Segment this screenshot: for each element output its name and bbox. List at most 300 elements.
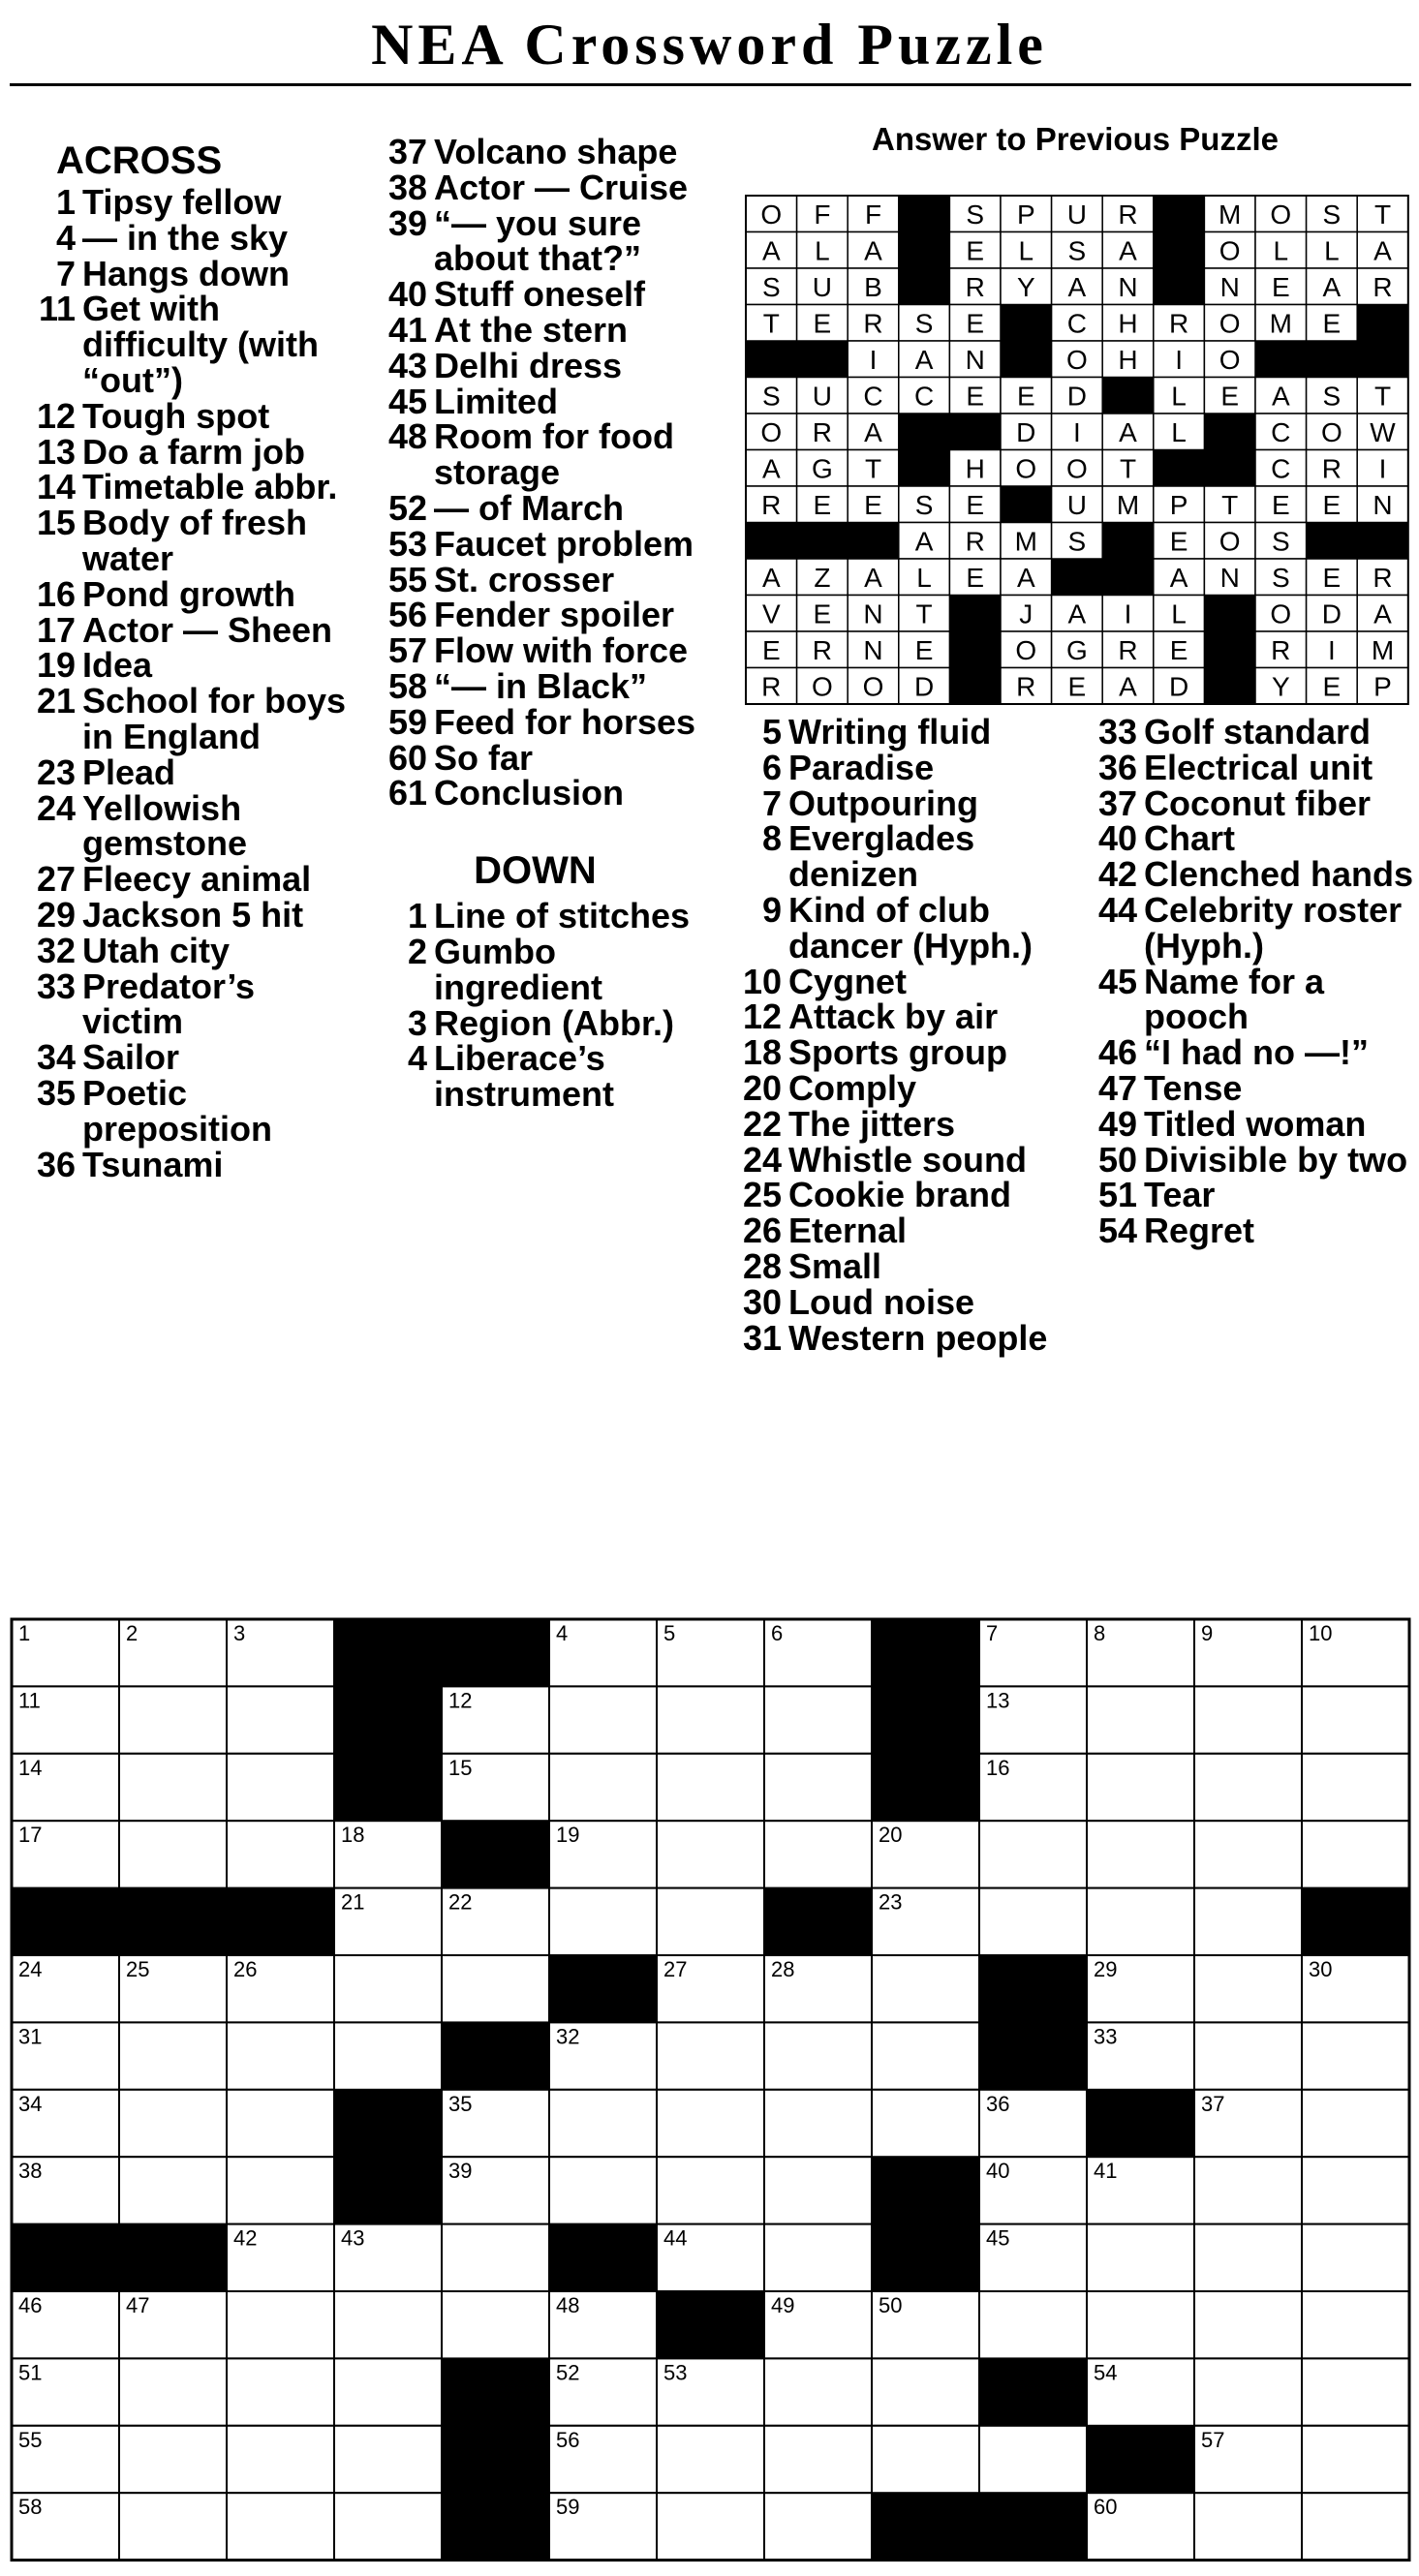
answer-letter: N <box>1219 271 1240 302</box>
clue-text: Tear <box>1144 1175 1216 1215</box>
puzzle-cell-number: 35 <box>448 2091 473 2116</box>
puzzle-cell <box>1194 2224 1302 2291</box>
clue-text: School for boys in England <box>82 681 347 756</box>
puzzle-black-cell <box>872 2157 980 2224</box>
puzzle-black-cell <box>442 2358 550 2426</box>
clue-text: “— in Black” <box>434 665 648 706</box>
puzzle-cell <box>227 2090 334 2157</box>
puzzle-cell <box>1302 2291 1409 2358</box>
clue-text: At the stern <box>434 309 629 350</box>
clue-number: 23 <box>36 751 76 792</box>
puzzle-cell <box>1087 1754 1194 1821</box>
answer-letter: R <box>1321 453 1342 484</box>
answer-letter: B <box>864 271 882 302</box>
puzzle-cell <box>1194 1686 1302 1753</box>
clue-text: Sports group <box>788 1032 1007 1073</box>
puzzle-cell <box>657 1754 764 1821</box>
clue-number: 9 <box>761 889 782 930</box>
clue-text: “I had no —!” <box>1144 1032 1369 1073</box>
puzzle-cell <box>872 2358 979 2425</box>
puzzle-cell <box>1087 2291 1194 2358</box>
answer-letter: M <box>1116 489 1140 520</box>
puzzle-cell-number: 43 <box>341 2225 365 2251</box>
clue-number: 59 <box>387 701 427 742</box>
answer-letter: E <box>1322 308 1342 339</box>
puzzle-cell-number: 46 <box>18 2293 43 2317</box>
answer-letter: N <box>863 634 883 665</box>
clue-text: Timetable abbr. <box>82 467 338 507</box>
puzzle-cell <box>1302 1821 1409 1887</box>
clue-text: Hangs down <box>82 253 290 293</box>
puzzle-cell <box>657 2426 764 2493</box>
puzzle-cell <box>1194 2157 1302 2223</box>
puzzle-cell <box>334 1955 442 2022</box>
clue-number: 32 <box>36 930 76 970</box>
answer-letter: E <box>813 308 832 339</box>
clue-text: Sailor <box>82 1037 180 1078</box>
down-heading: DOWN <box>474 849 597 893</box>
answer-letter: A <box>914 526 934 557</box>
answer-letter: R <box>761 671 782 702</box>
answer-letter: R <box>1271 634 1291 665</box>
clue-number: 21 <box>36 681 76 721</box>
clue-text: Comply <box>788 1067 917 1108</box>
puzzle-black-cell <box>334 2157 443 2224</box>
puzzle-black-cell <box>549 1955 658 2023</box>
answer-letter: G <box>812 453 833 484</box>
clue-text: Volcano shape <box>434 132 678 171</box>
answer-letter: O <box>1321 416 1342 447</box>
answer-letter: Y <box>1016 271 1035 302</box>
clue-text: Titled woman <box>1144 1103 1367 1144</box>
puzzle-cell-number: 48 <box>556 2293 580 2317</box>
puzzle-cell-number: 25 <box>126 1957 150 1981</box>
answer-letter: L <box>1018 235 1034 266</box>
answer-letter: C <box>1066 308 1088 339</box>
answer-letter: I <box>1328 634 1336 665</box>
answer-letter: A <box>1169 562 1188 593</box>
clue-number: 4 <box>55 217 76 258</box>
clue-number: 52 <box>387 487 427 528</box>
clue-text: Actor — Sheen <box>82 609 333 650</box>
puzzle-black-cell <box>657 2291 765 2359</box>
clue-text: Yellowish gemstone <box>82 787 248 864</box>
answer-black-cell <box>1204 596 1255 632</box>
puzzle-cell-number: 53 <box>663 2360 688 2385</box>
answer-letter: R <box>863 308 883 339</box>
answer-letter: S <box>914 308 934 339</box>
clue-number: 20 <box>742 1067 782 1108</box>
answer-letter: R <box>1016 671 1036 702</box>
answer-black-cell <box>1102 378 1154 414</box>
answer-letter: C <box>863 381 883 412</box>
puzzle-cell-number: 14 <box>18 1755 43 1780</box>
puzzle-cell-number: 57 <box>1201 2427 1225 2452</box>
clue-text: Eternal <box>788 1211 908 1251</box>
puzzle-cell <box>119 1821 227 1887</box>
clue-number: 4 <box>407 1038 427 1079</box>
clue-text: Poetic preposition <box>82 1072 272 1149</box>
answer-letter: A <box>761 235 781 266</box>
answer-letter: R <box>965 526 985 557</box>
answer-letter: O <box>760 416 783 447</box>
clue-text: Limited <box>434 381 559 421</box>
answer-letter: E <box>813 489 832 520</box>
puzzle-cell <box>764 2157 872 2223</box>
puzzle-cell-number: 28 <box>771 1957 795 1981</box>
clue-number: 2 <box>407 931 427 971</box>
clue-text: Flow with force <box>434 630 689 671</box>
puzzle-cell <box>227 2022 334 2089</box>
answer-letter: R <box>761 489 782 520</box>
puzzle-cell <box>119 1754 227 1821</box>
answer-letter: T <box>1119 453 1137 484</box>
answer-grid-cells <box>746 196 1408 705</box>
answer-letter: L <box>1273 235 1289 266</box>
clue-number: 7 <box>55 253 76 293</box>
answer-title: Answer to Previous Puzzle <box>872 121 1279 157</box>
puzzle-cell <box>1087 2224 1194 2291</box>
answer-letter: U <box>1066 199 1088 230</box>
clue-number: 30 <box>742 1281 782 1322</box>
puzzle-cell-number: 16 <box>986 1755 1010 1780</box>
clue-text: St. crosser <box>434 559 615 599</box>
answer-black-cell <box>1001 305 1052 342</box>
answer-letter: O <box>1218 344 1241 375</box>
answer-letter: R <box>812 634 833 665</box>
answer-letter: E <box>1169 526 1188 557</box>
answer-letter: O <box>1270 199 1292 230</box>
answer-letter: D <box>1168 671 1189 702</box>
answer-letter: E <box>1271 271 1290 302</box>
answer-letter: D <box>1321 598 1342 629</box>
puzzle-cell <box>334 2493 442 2560</box>
answer-letter: U <box>1066 489 1088 520</box>
clue-text: The jitters <box>788 1103 956 1144</box>
clue-text: Fleecy animal <box>82 859 312 900</box>
puzzle-cell-number: 9 <box>1201 1621 1214 1645</box>
puzzle-cell <box>872 2022 979 2089</box>
puzzle-cell-number: 26 <box>233 1957 258 1981</box>
clue-text: Attack by air <box>788 997 999 1037</box>
puzzle-cell-number: 36 <box>986 2091 1010 2116</box>
clue-number: 44 <box>1097 889 1137 930</box>
clue-text: Western people <box>788 1317 1048 1358</box>
answer-letter: E <box>966 489 985 520</box>
answer-letter: A <box>864 562 882 593</box>
puzzle-cell <box>334 2426 442 2493</box>
puzzle-black-cell <box>442 1821 550 1888</box>
answer-black-cell <box>1255 341 1307 378</box>
answer-letter: T <box>1373 199 1392 230</box>
puzzle-cell <box>1302 2493 1409 2560</box>
answer-letter: L <box>916 562 932 593</box>
answer-black-cell <box>1001 486 1052 523</box>
answer-letter: C <box>913 381 935 412</box>
answer-black-cell <box>949 414 1001 450</box>
answer-letter: R <box>965 271 985 302</box>
answer-letter: E <box>1322 489 1342 520</box>
puzzle-cell <box>1302 2157 1409 2223</box>
clue-text: Jackson 5 hit <box>82 894 304 935</box>
puzzle-cell-number: 52 <box>556 2360 580 2385</box>
answer-letter: E <box>966 308 985 339</box>
puzzle-cell <box>764 2426 872 2493</box>
puzzle-cell <box>1194 2022 1302 2089</box>
puzzle-cell <box>119 2493 227 2560</box>
puzzle-cell <box>979 2291 1087 2358</box>
clue-text: Tough spot <box>82 395 270 436</box>
clue-text: Small <box>788 1245 882 1286</box>
clue-number: 48 <box>387 416 427 457</box>
answer-letter: F <box>814 199 831 230</box>
answer-letter: A <box>761 453 781 484</box>
clue-number: 37 <box>1097 782 1137 823</box>
puzzle-cell <box>227 2157 334 2223</box>
puzzle-cell <box>549 1888 657 1955</box>
puzzle-black-cell <box>442 2426 550 2494</box>
answer-black-cell <box>899 196 950 232</box>
answer-letter: I <box>1073 416 1081 447</box>
puzzle-black-cell <box>979 2022 1088 2090</box>
answer-letter: O <box>812 671 833 702</box>
puzzle-cell-number: 18 <box>341 1823 365 1848</box>
puzzle-black-cell <box>549 2224 658 2292</box>
puzzle-cell <box>1194 2358 1302 2425</box>
clue-number: 40 <box>1097 818 1137 859</box>
puzzle-black-cell <box>334 1619 443 1687</box>
clue-text: Body of fresh water <box>82 503 308 578</box>
puzzle-cell <box>227 2291 334 2358</box>
answer-letter: O <box>862 671 884 702</box>
answer-letter: R <box>1373 271 1393 302</box>
puzzle-cell-number: 41 <box>1094 2159 1118 2184</box>
puzzle-black-cell <box>12 2224 120 2292</box>
clue-number: 31 <box>742 1317 782 1358</box>
puzzle-cell-number: 11 <box>18 1688 41 1713</box>
puzzle-cell <box>1194 2291 1302 2358</box>
clue-text: Pond growth <box>82 573 295 614</box>
clue-text: So far <box>434 737 534 778</box>
puzzle-cell <box>764 2022 872 2089</box>
clue-number: 43 <box>387 345 427 385</box>
puzzle-cell <box>657 2090 764 2157</box>
answer-letter: E <box>1322 671 1342 702</box>
answer-black-cell <box>899 268 950 305</box>
answer-letter: F <box>864 199 882 230</box>
clue-number: 28 <box>742 1245 782 1286</box>
puzzle-cell <box>872 2090 979 2157</box>
clue-number: 34 <box>36 1037 76 1078</box>
clue-text: Do a farm job <box>82 431 306 472</box>
puzzle-black-cell <box>872 2224 980 2292</box>
puzzle-black-cell <box>12 1888 120 1956</box>
puzzle-black-cell <box>979 2358 1088 2426</box>
answer-letter: M <box>1218 199 1242 230</box>
answer-letter: S <box>914 489 934 520</box>
answer-black-cell <box>1154 450 1205 487</box>
puzzle-cell-number: 42 <box>233 2225 258 2251</box>
clue-number: 47 <box>1097 1067 1137 1108</box>
answer-letter: O <box>1218 526 1241 557</box>
answer-letter: N <box>1373 489 1393 520</box>
answer-black-cell <box>1154 232 1205 269</box>
clue-number: 7 <box>761 782 782 823</box>
answer-letter: R <box>1168 308 1189 339</box>
puzzle-cell <box>119 2426 227 2493</box>
answer-letter: D <box>913 671 935 702</box>
answer-letter: P <box>1169 489 1188 520</box>
clue-number: 55 <box>387 559 427 599</box>
answer-letter: M <box>1269 308 1292 339</box>
answer-letter: E <box>1220 381 1240 412</box>
clue-number: 19 <box>36 645 76 686</box>
answer-letter: P <box>1373 671 1392 702</box>
puzzle-cell-number: 10 <box>1309 1621 1333 1645</box>
clue-text: Fender spoiler <box>434 595 675 635</box>
puzzle-cell-number: 19 <box>556 1823 580 1848</box>
answer-black-cell <box>1357 523 1408 560</box>
answer-black-cell <box>949 631 1001 668</box>
puzzle-cell-number: 55 <box>18 2427 43 2452</box>
answer-letter: O <box>1015 634 1037 665</box>
puzzle-cell <box>1194 1754 1302 1821</box>
clue-number: 41 <box>387 309 427 350</box>
answer-letter: S <box>966 199 985 230</box>
puzzle-cell <box>764 2358 872 2425</box>
clue-number: 57 <box>387 630 427 671</box>
puzzle-cell <box>334 2022 442 2089</box>
clue-number: 56 <box>387 595 427 635</box>
clue-text: Region (Abbr.) <box>434 1002 674 1043</box>
clue-number: 1 <box>55 182 76 222</box>
clue-number: 29 <box>36 894 76 935</box>
clue-text: Feed for horses <box>434 701 696 742</box>
puzzle-cell <box>119 2090 227 2157</box>
answer-black-cell <box>1001 341 1052 378</box>
answer-black-cell <box>1204 668 1255 705</box>
puzzle-cell-number: 59 <box>556 2495 580 2520</box>
puzzle-black-cell <box>979 1955 1088 2023</box>
answer-black-cell <box>797 523 848 560</box>
clue-number: 33 <box>1097 712 1137 751</box>
puzzle-cell <box>549 1686 657 1753</box>
clue-text: Delhi dress <box>434 345 623 385</box>
puzzle-cell-number: 44 <box>663 2225 688 2251</box>
answer-letter: M <box>1371 634 1395 665</box>
clue-number: 24 <box>36 787 76 828</box>
answer-letter: O <box>1066 453 1088 484</box>
answer-letter: A <box>761 562 781 593</box>
puzzle-cell <box>1194 1955 1302 2022</box>
clue-text: Utah city <box>82 930 231 970</box>
clue-text: Tsunami <box>82 1144 224 1184</box>
clue-text: Room for food storage <box>434 416 674 493</box>
answer-black-cell <box>1154 196 1205 232</box>
puzzle-black-cell <box>872 1754 980 1822</box>
clue-text: Outpouring <box>788 782 978 823</box>
answer-letter: E <box>1169 634 1188 665</box>
answer-letter: I <box>1124 598 1132 629</box>
answer-black-cell <box>1052 559 1103 596</box>
puzzle-black-cell <box>334 1754 443 1822</box>
puzzle-cell-number: 27 <box>663 1957 688 1981</box>
clue-text: Writing fluid <box>788 712 992 751</box>
puzzle-cell <box>227 1754 334 1821</box>
answer-letter: S <box>1067 235 1087 266</box>
puzzle-cell-number: 21 <box>341 1889 365 1915</box>
clue-text: Actor — Cruise <box>434 167 689 207</box>
clue-text: Whistle sound <box>788 1139 1027 1180</box>
puzzle-cell-number: 3 <box>233 1621 246 1645</box>
puzzle-cell <box>872 1955 979 2022</box>
puzzle-cell <box>334 2358 442 2425</box>
answer-letter: L <box>815 235 830 266</box>
puzzle-cell-number: 23 <box>879 1889 903 1915</box>
puzzle-cell <box>872 2426 979 2493</box>
answer-letter: T <box>762 308 780 339</box>
puzzle-cell <box>657 2493 764 2560</box>
answer-letter: N <box>1219 562 1240 593</box>
puzzle-cell <box>1302 2090 1409 2157</box>
answer-letter: A <box>1067 598 1087 629</box>
answer-letter: U <box>812 271 833 302</box>
puzzle-cell-number: 1 <box>18 1621 31 1645</box>
clue-number: 50 <box>1097 1139 1137 1180</box>
answer-letter: H <box>1118 308 1138 339</box>
puzzle-cell <box>227 2493 334 2560</box>
puzzle-black-cell <box>334 1686 443 1754</box>
answer-letter: O <box>1015 453 1037 484</box>
clue-number: 12 <box>36 395 76 436</box>
puzzle-cell-number: 24 <box>18 1957 43 1981</box>
answer-letter: A <box>864 416 882 447</box>
clue-text: Clenched hands <box>1144 854 1414 895</box>
clue-text: Kind of club dancer (Hyph.) <box>788 889 1033 966</box>
puzzle-cell <box>1194 2493 1302 2560</box>
puzzle-cell <box>1194 1888 1302 1955</box>
puzzle-black-cell <box>442 2022 550 2090</box>
clue-number: 35 <box>36 1072 76 1113</box>
puzzle-cell <box>442 2224 549 2291</box>
answer-letter: E <box>966 381 985 412</box>
puzzle-cell <box>1194 1821 1302 1887</box>
clue-text: Paradise <box>788 747 935 787</box>
clue-number: 46 <box>1097 1032 1137 1073</box>
puzzle-cell <box>334 2291 442 2358</box>
answer-letter: S <box>1271 526 1290 557</box>
puzzle-black-cell <box>979 2493 1088 2561</box>
answer-letter: L <box>1171 381 1187 412</box>
clue-text: Chart <box>1144 818 1236 859</box>
puzzle-cell <box>227 1686 334 1753</box>
clue-text: — in the sky <box>82 217 289 258</box>
puzzle-cell <box>764 2090 872 2157</box>
clue-number: 10 <box>742 961 782 1001</box>
puzzle-cell-number: 50 <box>879 2293 903 2317</box>
puzzle-black-cell <box>119 2224 228 2292</box>
clue-number: 39 <box>387 202 427 243</box>
clue-number: 51 <box>1097 1175 1137 1215</box>
answer-letter: A <box>1119 416 1137 447</box>
answer-letter: R <box>812 416 833 447</box>
clue-text: Line of stitches <box>434 896 691 936</box>
clue-number: 45 <box>1097 961 1137 1001</box>
puzzle-cell-number: 31 <box>18 2024 43 2049</box>
puzzle-cell <box>119 2022 227 2089</box>
answer-letter: E <box>914 634 934 665</box>
answer-letter: S <box>1067 526 1087 557</box>
